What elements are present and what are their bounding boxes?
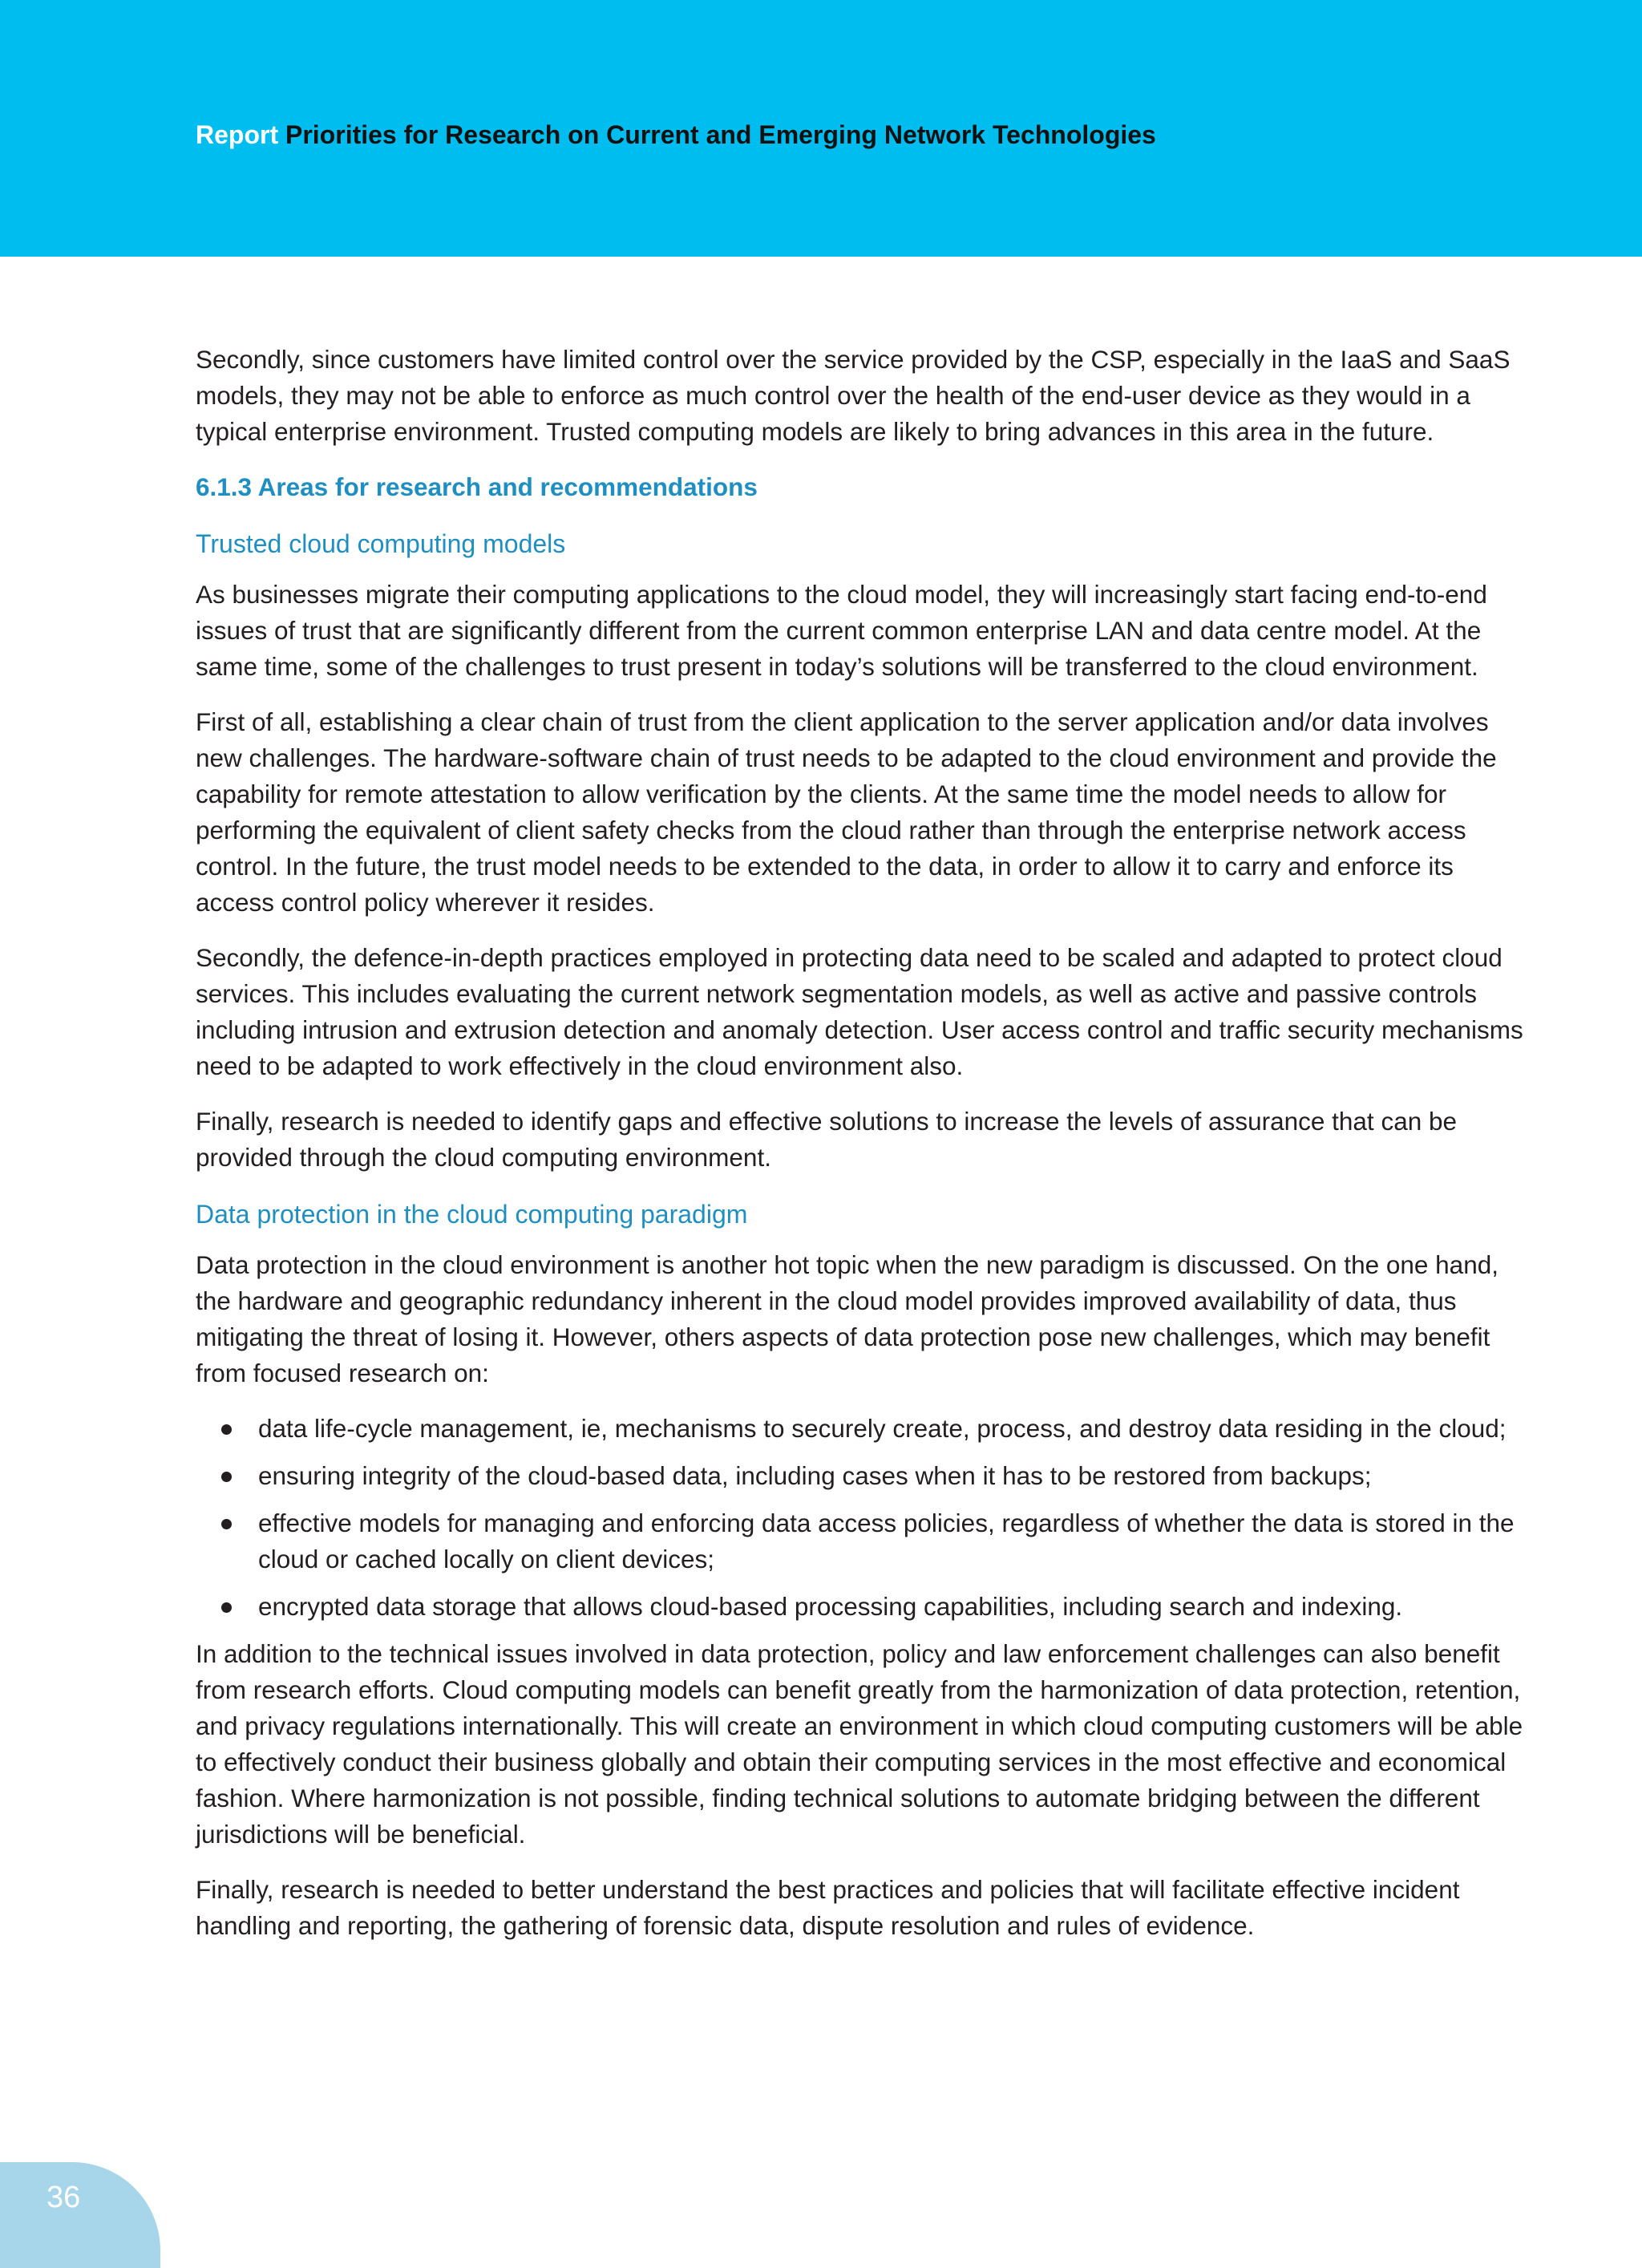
bullet-text: ensuring integrity of the cloud-based data, including cases when it has to be restored from backups; [258, 1461, 1372, 1490]
trusted-paragraph: As businesses migrate their computing applications to the cloud model, they will increasingly start facing end-to-end issues of trust that are significantly different from the current common enterprise LAN and data centre model. At the same time, some of the challenges to trust present in today’s solutions will be transferred to the cloud environment. [196, 580, 1487, 681]
bullet-item [196, 1411, 1531, 1447]
bullet-icon [221, 1602, 232, 1613]
bullet-item [196, 1458, 1531, 1494]
data-protection-paragraph: Finally, research is needed to better understand the best practices and policies that will facilitate effective incident handling and reporting, the gathering of forensic data, dispute resolution and rules of evidence. [196, 1875, 1460, 1940]
report-header [196, 117, 1156, 152]
data-protection-paragraph: In addition to the technical issues involved in data protection, policy and law enforcement challenges can also benefit from research efforts. Cloud computing models can benefit greatly from the harmonization of data protection, retention, and privacy regulations internationally. This will create an environment in which cloud computing customers will be able to effectively conduct their business globally and obtain their computing services in the most effective and economical fashion. Where harmonization is not possible, finding technical solutions to automate bridging between the different jurisdictions will be beneficial. [196, 1639, 1523, 1849]
trusted-paragraph: Secondly, the defence-in-depth practices employed in protecting data need to be scaled and adapted to protect cloud services. This includes evaluating the current network segmentation models, as well as active and passive controls including intrusion and extrusion detection and anomaly detection. User access control and traffic security mechanisms need to be adapted to work effectively in the cloud environment also. [196, 943, 1523, 1080]
bullet-item [196, 1505, 1531, 1577]
bullet-text: data life-cycle management, ie, mechanisms to securely create, process, and destroy data residing in the cloud; [258, 1414, 1507, 1443]
bullet-text: effective models for managing and enforcing data access policies, regardless of whether the data is stored in the cloud or cached locally on client devices; [258, 1509, 1515, 1573]
data-protection-heading: Data protection in the cloud computing paradigm [196, 1200, 748, 1229]
bullet-icon [221, 1519, 232, 1529]
trusted-paragraph: First of all, establishing a clear chain of trust from the client application to the server application and/or data involves new challenges. The hardware-software chain of trust needs to be adapted to the cloud environment and provide the capability for remote attestation to allow verification by the clients. At the same time the model needs to allow for performing the equivalent of client safety checks from the cloud rather than through the enterprise network access control. In the future, the trust model needs to be extended to the data, in order to allow it to carry and enforce its access control policy wherever it resides. [196, 707, 1497, 917]
trusted-cloud-heading: Trusted cloud computing models [196, 529, 566, 558]
bullet-text: encrypted data storage that allows cloud-based processing capabilities, including search and indexing. [258, 1592, 1403, 1621]
trusted-paragraph: Finally, research is needed to identify gaps and effective solutions to increase the levels of assurance that can be provided through the cloud computing environment. [196, 1107, 1458, 1172]
intro-paragraph: Secondly, since customers have limited control over the service provided by the CSP, especially in the IaaS and SaaS models, they may not be able to enforce as much control over the health of the end-user device as they would in a typical enterprise environment. Trusted computing models are likely to bring advances in this area in the future. [196, 345, 1511, 446]
research-bullet-list [196, 1411, 1531, 1625]
bullet-icon [221, 1424, 232, 1435]
page-content [196, 342, 1531, 1963]
page-number-tab [0, 2162, 160, 2268]
page-number: 36 [47, 2181, 81, 2214]
report-label: Report [196, 120, 279, 149]
data-protection-intro: Data protection in the cloud environment is another hot topic when the new paradigm is discussed. On the one hand, the hardware and geographic redundancy inherent in the cloud model provides improved availability of data, thus mitigating the threat of losing it. However, others aspects of data protection pose new challenges, which may benefit from focused research on: [196, 1250, 1498, 1387]
bullet-item [196, 1589, 1531, 1625]
report-title: Priorities for Research on Current and Emerging Network Technologies [285, 120, 1156, 149]
bullet-icon [221, 1472, 232, 1482]
section-heading: 6.1.3 Areas for research and recommendations [196, 472, 758, 501]
